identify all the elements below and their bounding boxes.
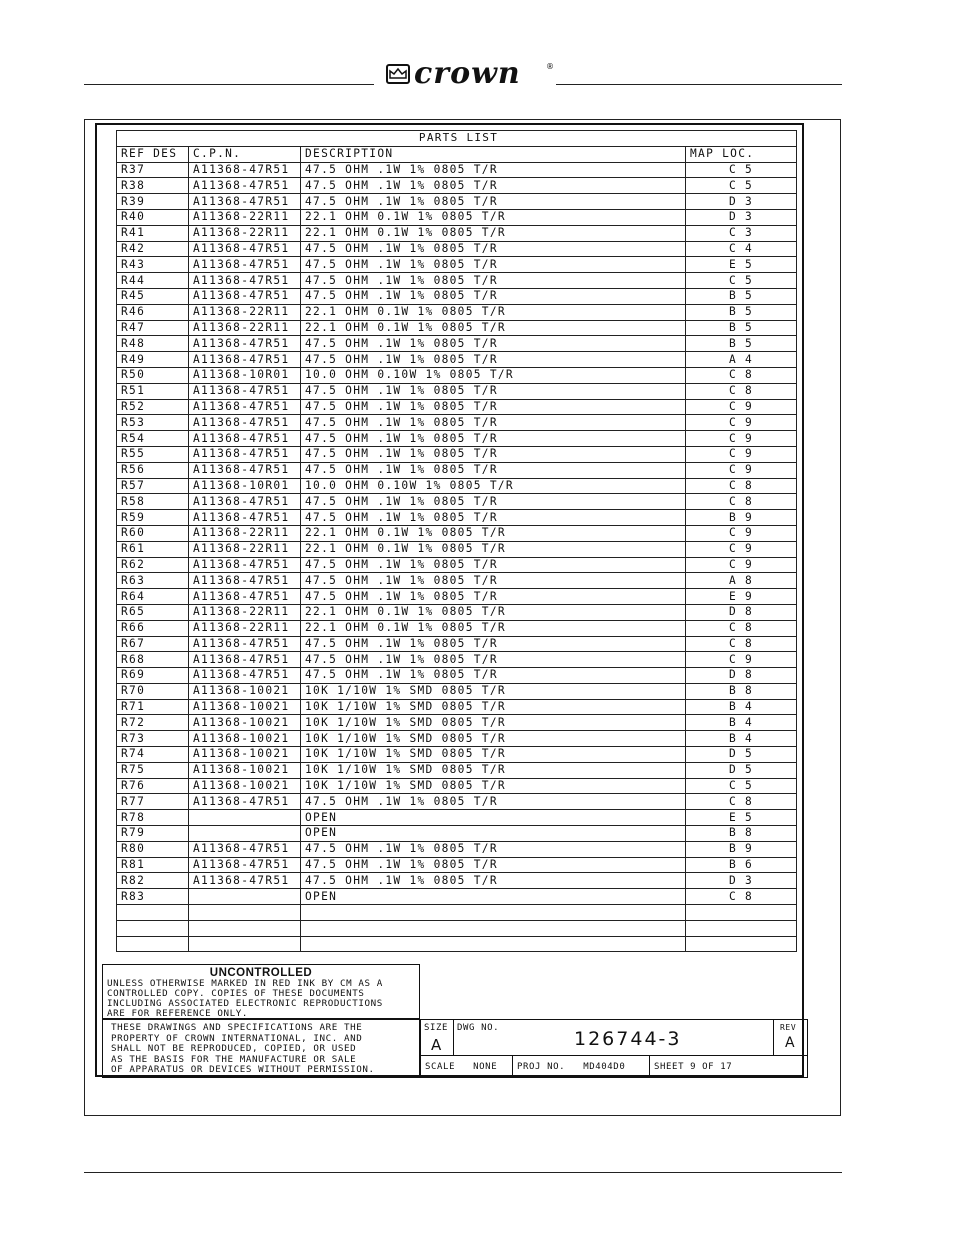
dwg-number: 126744-3	[574, 1028, 682, 1050]
ref-des-cell: R50	[117, 367, 189, 383]
footer-rule	[84, 1172, 842, 1173]
description-cell: 47.5 OHM .1W 1% 0805 T/R	[301, 462, 686, 478]
map-loc-cell: B 5	[686, 320, 797, 336]
ref-des-cell: R75	[117, 762, 189, 778]
table-row	[117, 889, 797, 905]
description-cell: 47.5 OHM .1W 1% 0805 T/R	[301, 241, 686, 257]
description-cell	[301, 905, 686, 921]
table-row	[117, 336, 797, 352]
ref-des-cell: R53	[117, 415, 189, 431]
cpn-cell: A11368-47R51	[189, 510, 301, 526]
cpn-cell: A11368-22R11	[189, 304, 301, 320]
description-cell: 47.5 OHM .1W 1% 0805 T/R	[301, 273, 686, 289]
map-loc-cell	[686, 905, 797, 921]
map-loc-cell: C 9	[686, 541, 797, 557]
cpn-cell: A11368-47R51	[189, 557, 301, 573]
description-cell: 22.1 OHM 0.1W 1% 0805 T/R	[301, 541, 686, 557]
ref-des-cell: R46	[117, 304, 189, 320]
ref-des-cell: R74	[117, 747, 189, 763]
ref-des-cell: R66	[117, 620, 189, 636]
map-loc-cell: B 4	[686, 731, 797, 747]
cpn-cell: A11368-47R51	[189, 652, 301, 668]
crown-logo	[384, 56, 556, 91]
map-loc-cell: B 9	[686, 510, 797, 526]
table-row	[117, 936, 797, 952]
description-cell: 10.0 OHM 0.10W 1% 0805 T/R	[301, 367, 686, 383]
map-loc-cell: D 3	[686, 194, 797, 210]
cpn-cell: A11368-10R01	[189, 478, 301, 494]
description-cell: 22.1 OHM 0.1W 1% 0805 T/R	[301, 604, 686, 620]
table-row	[117, 589, 797, 605]
description-cell: 47.5 OHM .1W 1% 0805 T/R	[301, 873, 686, 889]
map-loc-cell: E 5	[686, 810, 797, 826]
table-row	[117, 383, 797, 399]
table-row	[117, 841, 797, 857]
map-loc-cell: C 4	[686, 241, 797, 257]
ref-des-cell: R40	[117, 209, 189, 225]
ref-des-cell: R81	[117, 857, 189, 873]
table-row	[117, 715, 797, 731]
ref-des-cell: R78	[117, 810, 189, 826]
map-loc-cell: C 8	[686, 794, 797, 810]
table-row	[117, 446, 797, 462]
dwg-cell	[454, 1020, 774, 1056]
ref-des-cell: R60	[117, 525, 189, 541]
description-cell: 22.1 OHM 0.1W 1% 0805 T/R	[301, 620, 686, 636]
map-loc-cell: A 4	[686, 352, 797, 368]
ref-des-cell: R61	[117, 541, 189, 557]
table-row	[117, 478, 797, 494]
cpn-cell	[189, 920, 301, 936]
table-row	[117, 415, 797, 431]
cpn-cell: A11368-10021	[189, 762, 301, 778]
table-row	[117, 683, 797, 699]
description-cell: 22.1 OHM 0.1W 1% 0805 T/R	[301, 225, 686, 241]
table-row	[117, 604, 797, 620]
table-row	[117, 399, 797, 415]
cpn-cell: A11368-22R11	[189, 620, 301, 636]
cpn-cell: A11368-47R51	[189, 241, 301, 257]
cpn-cell: A11368-47R51	[189, 288, 301, 304]
map-loc-cell: C 9	[686, 557, 797, 573]
description-cell: 22.1 OHM 0.1W 1% 0805 T/R	[301, 304, 686, 320]
ref-des-cell: R63	[117, 573, 189, 589]
map-loc-cell: B 5	[686, 336, 797, 352]
ref-des-cell: R48	[117, 336, 189, 352]
cpn-cell: A11368-47R51	[189, 589, 301, 605]
description-cell: 47.5 OHM .1W 1% 0805 T/R	[301, 668, 686, 684]
cpn-cell	[189, 810, 301, 826]
map-loc-cell: D 8	[686, 668, 797, 684]
uncontrolled-line: INCLUDING ASSOCIATED ELECTRONIC REPRODUCTIONS	[107, 998, 383, 1009]
table-row	[117, 668, 797, 684]
table-row	[117, 162, 797, 178]
dwg-label: DWG NO.	[457, 1023, 500, 1033]
description-cell: OPEN	[301, 810, 686, 826]
map-loc-cell: C 5	[686, 273, 797, 289]
uncontrolled-heading: UNCONTROLLED	[209, 967, 313, 979]
table-row	[117, 510, 797, 526]
description-cell: 10K 1/10W 1% SMD 0805 T/R	[301, 731, 686, 747]
ref-des-cell: R79	[117, 826, 189, 842]
map-loc-cell: B 8	[686, 826, 797, 842]
description-cell: 10K 1/10W 1% SMD 0805 T/R	[301, 715, 686, 731]
map-loc-cell: D 5	[686, 762, 797, 778]
proj-text: PROJ NO. MD404D0	[517, 1062, 626, 1072]
description-cell: 47.5 OHM .1W 1% 0805 T/R	[301, 794, 686, 810]
map-loc-cell: B 8	[686, 683, 797, 699]
brand-name: crown	[414, 56, 521, 91]
description-cell: 47.5 OHM .1W 1% 0805 T/R	[301, 383, 686, 399]
uncontrolled-line: CONTROLLED COPY. COPIES OF THESE DOCUMENTS	[107, 988, 365, 999]
cpn-cell: A11368-47R51	[189, 162, 301, 178]
description-cell: 47.5 OHM .1W 1% 0805 T/R	[301, 589, 686, 605]
cpn-cell: A11368-22R11	[189, 209, 301, 225]
table-row	[117, 273, 797, 289]
size-label: SIZE	[424, 1023, 449, 1033]
rev-label: REV	[780, 1023, 797, 1032]
map-loc-cell: B 4	[686, 699, 797, 715]
map-loc-cell: B 5	[686, 288, 797, 304]
map-loc-cell: C 8	[686, 889, 797, 905]
cpn-cell: A11368-47R51	[189, 446, 301, 462]
table-row	[117, 241, 797, 257]
cpn-cell: A11368-47R51	[189, 462, 301, 478]
column-header-cpn: C.P.N.	[189, 146, 301, 162]
description-cell	[301, 920, 686, 936]
cpn-cell: A11368-22R11	[189, 225, 301, 241]
header-rule-left	[84, 84, 374, 85]
cpn-cell: A11368-47R51	[189, 383, 301, 399]
table-row	[117, 905, 797, 921]
description-cell: OPEN	[301, 826, 686, 842]
ref-des-cell: R58	[117, 494, 189, 510]
map-loc-cell: D 3	[686, 873, 797, 889]
ref-des-cell: R37	[117, 162, 189, 178]
ref-des-cell: R44	[117, 273, 189, 289]
description-cell: 22.1 OHM 0.1W 1% 0805 T/R	[301, 525, 686, 541]
table-row	[117, 431, 797, 447]
ref-des-cell: R73	[117, 731, 189, 747]
description-cell: 10.0 OHM 0.10W 1% 0805 T/R	[301, 478, 686, 494]
description-cell: 47.5 OHM .1W 1% 0805 T/R	[301, 857, 686, 873]
map-loc-cell: C 9	[686, 525, 797, 541]
cpn-cell: A11368-10021	[189, 715, 301, 731]
cpn-cell: A11368-10021	[189, 778, 301, 794]
cpn-cell: A11368-47R51	[189, 573, 301, 589]
ref-des-cell: R64	[117, 589, 189, 605]
table-row	[117, 352, 797, 368]
map-loc-cell: C 3	[686, 225, 797, 241]
description-cell: 10K 1/10W 1% SMD 0805 T/R	[301, 747, 686, 763]
map-loc-cell: C 9	[686, 446, 797, 462]
description-cell: 47.5 OHM .1W 1% 0805 T/R	[301, 257, 686, 273]
property-line: THESE DRAWINGS AND SPECIFICATIONS ARE THE	[111, 1022, 363, 1033]
table-row	[117, 826, 797, 842]
map-loc-cell: C 8	[686, 620, 797, 636]
table-row	[117, 762, 797, 778]
description-cell: 47.5 OHM .1W 1% 0805 T/R	[301, 352, 686, 368]
cpn-cell: A11368-10021	[189, 699, 301, 715]
uncontrolled-notice	[102, 964, 420, 1019]
description-cell: 10K 1/10W 1% SMD 0805 T/R	[301, 683, 686, 699]
ref-des-cell: R71	[117, 699, 189, 715]
cpn-cell: A11368-47R51	[189, 636, 301, 652]
registered-mark: ®	[546, 62, 554, 71]
table-row	[117, 620, 797, 636]
header-rule-right	[556, 84, 842, 85]
size-cell	[421, 1020, 454, 1056]
ref-des-cell: R80	[117, 841, 189, 857]
proj-cell	[513, 1056, 650, 1077]
cpn-cell: A11368-47R51	[189, 194, 301, 210]
description-cell: 47.5 OHM .1W 1% 0805 T/R	[301, 652, 686, 668]
cpn-cell	[189, 936, 301, 952]
ref-des-cell: R65	[117, 604, 189, 620]
description-cell: 47.5 OHM .1W 1% 0805 T/R	[301, 510, 686, 526]
rev-value: A	[785, 1035, 796, 1051]
ref-des-cell: R51	[117, 383, 189, 399]
crown-icon	[386, 64, 410, 84]
table-row	[117, 747, 797, 763]
description-cell: 47.5 OHM .1W 1% 0805 T/R	[301, 415, 686, 431]
map-loc-cell: C 8	[686, 383, 797, 399]
table-row	[117, 494, 797, 510]
map-loc-cell: D 8	[686, 604, 797, 620]
parts-list-table	[116, 130, 797, 952]
cpn-cell: A11368-22R11	[189, 604, 301, 620]
cpn-cell: A11368-22R11	[189, 320, 301, 336]
ref-des-cell	[117, 936, 189, 952]
ref-des-cell: R55	[117, 446, 189, 462]
map-loc-cell: B 5	[686, 304, 797, 320]
uncontrolled-line: UNLESS OTHERWISE MARKED IN RED INK BY CM AS A	[107, 978, 383, 989]
description-cell: 22.1 OHM 0.1W 1% 0805 T/R	[301, 320, 686, 336]
ref-des-cell: R49	[117, 352, 189, 368]
ref-des-cell: R72	[117, 715, 189, 731]
property-line: SHALL NOT BE REPRODUCED, COPIED, OR USED	[111, 1043, 357, 1055]
map-loc-cell: C 8	[686, 367, 797, 383]
table-row	[117, 652, 797, 668]
ref-des-cell: R54	[117, 431, 189, 447]
description-cell: 47.5 OHM .1W 1% 0805 T/R	[301, 431, 686, 447]
scale-cell	[421, 1056, 513, 1077]
cpn-cell: A11368-10021	[189, 683, 301, 699]
cpn-cell	[189, 905, 301, 921]
cpn-cell: A11368-47R51	[189, 668, 301, 684]
table-row	[117, 778, 797, 794]
description-cell: 47.5 OHM .1W 1% 0805 T/R	[301, 399, 686, 415]
cpn-cell: A11368-47R51	[189, 857, 301, 873]
table-row	[117, 810, 797, 826]
description-cell: OPEN	[301, 889, 686, 905]
cpn-cell: A11368-47R51	[189, 494, 301, 510]
table-row	[117, 794, 797, 810]
uncontrolled-line: ARE FOR REFERENCE ONLY.	[107, 1008, 249, 1019]
ref-des-cell: R67	[117, 636, 189, 652]
column-header-ref-des: REF DES	[117, 146, 189, 162]
map-loc-cell: C 8	[686, 478, 797, 494]
ref-des-cell: R39	[117, 194, 189, 210]
cpn-cell	[189, 826, 301, 842]
table-row	[117, 573, 797, 589]
map-loc-cell: D 5	[686, 747, 797, 763]
map-loc-cell: C 5	[686, 178, 797, 194]
ref-des-cell: R70	[117, 683, 189, 699]
table-row	[117, 194, 797, 210]
description-cell	[301, 936, 686, 952]
cpn-cell: A11368-10021	[189, 747, 301, 763]
ref-des-cell: R62	[117, 557, 189, 573]
description-cell: 47.5 OHM .1W 1% 0805 T/R	[301, 841, 686, 857]
ref-des-cell: R57	[117, 478, 189, 494]
ref-des-cell: R59	[117, 510, 189, 526]
cpn-cell: A11368-47R51	[189, 352, 301, 368]
map-loc-cell: E 5	[686, 257, 797, 273]
cpn-cell: A11368-47R51	[189, 257, 301, 273]
table-row	[117, 178, 797, 194]
cpn-cell: A11368-10021	[189, 731, 301, 747]
cpn-cell: A11368-22R11	[189, 525, 301, 541]
map-loc-cell: C 9	[686, 462, 797, 478]
ref-des-cell: R42	[117, 241, 189, 257]
description-cell: 47.5 OHM .1W 1% 0805 T/R	[301, 162, 686, 178]
table-row	[117, 857, 797, 873]
ref-des-cell: R43	[117, 257, 189, 273]
description-cell: 22.1 OHM 0.1W 1% 0805 T/R	[301, 209, 686, 225]
ref-des-cell: R47	[117, 320, 189, 336]
description-cell: 47.5 OHM .1W 1% 0805 T/R	[301, 288, 686, 304]
column-header-map-loc: MAP LOC.	[686, 146, 797, 162]
ref-des-cell: R76	[117, 778, 189, 794]
rev-cell	[774, 1020, 807, 1056]
map-loc-cell: B 4	[686, 715, 797, 731]
table-row	[117, 920, 797, 936]
description-cell: 47.5 OHM .1W 1% 0805 T/R	[301, 178, 686, 194]
cpn-cell: A11368-47R51	[189, 841, 301, 857]
cpn-cell: A11368-47R51	[189, 178, 301, 194]
ref-des-cell: R41	[117, 225, 189, 241]
table-row	[117, 304, 797, 320]
cpn-cell: A11368-47R51	[189, 336, 301, 352]
ref-des-cell	[117, 905, 189, 921]
description-cell: 47.5 OHM .1W 1% 0805 T/R	[301, 636, 686, 652]
map-loc-cell: D 3	[686, 209, 797, 225]
ref-des-cell: R56	[117, 462, 189, 478]
table-row	[117, 320, 797, 336]
table-row	[117, 557, 797, 573]
cpn-cell: A11368-47R51	[189, 415, 301, 431]
description-cell: 47.5 OHM .1W 1% 0805 T/R	[301, 557, 686, 573]
description-cell: 47.5 OHM .1W 1% 0805 T/R	[301, 494, 686, 510]
map-loc-cell: C 9	[686, 415, 797, 431]
ref-des-cell: R52	[117, 399, 189, 415]
cpn-cell: A11368-10R01	[189, 367, 301, 383]
table-row	[117, 367, 797, 383]
map-loc-cell	[686, 920, 797, 936]
map-loc-cell	[686, 936, 797, 952]
cpn-cell	[189, 889, 301, 905]
scale-text: SCALE NONE	[425, 1062, 498, 1072]
property-line: PROPERTY OF CROWN INTERNATIONAL, INC. AND	[111, 1032, 363, 1044]
map-loc-cell: C 5	[686, 162, 797, 178]
table-row	[117, 225, 797, 241]
property-line: OF APPARATUS OR DEVICES WITHOUT PERMISSION.	[111, 1064, 375, 1076]
cpn-cell: A11368-47R51	[189, 794, 301, 810]
ref-des-cell: R82	[117, 873, 189, 889]
map-loc-cell: C 8	[686, 494, 797, 510]
map-loc-cell: E 9	[686, 589, 797, 605]
ref-des-cell: R38	[117, 178, 189, 194]
table-row	[117, 699, 797, 715]
property-notice	[102, 1019, 420, 1078]
table-row	[117, 257, 797, 273]
description-cell: 47.5 OHM .1W 1% 0805 T/R	[301, 194, 686, 210]
table-row	[117, 731, 797, 747]
table-row	[117, 541, 797, 557]
ref-des-cell: R77	[117, 794, 189, 810]
table-row	[117, 288, 797, 304]
table-row	[117, 462, 797, 478]
cpn-cell: A11368-47R51	[189, 873, 301, 889]
parts-list-body	[117, 162, 797, 952]
table-row	[117, 636, 797, 652]
cpn-cell: A11368-47R51	[189, 273, 301, 289]
description-cell: 47.5 OHM .1W 1% 0805 T/R	[301, 573, 686, 589]
cpn-cell: A11368-47R51	[189, 431, 301, 447]
description-cell: 47.5 OHM .1W 1% 0805 T/R	[301, 336, 686, 352]
map-loc-cell: C 9	[686, 431, 797, 447]
ref-des-cell	[117, 920, 189, 936]
map-loc-cell: B 9	[686, 841, 797, 857]
map-loc-cell: C 9	[686, 399, 797, 415]
description-cell: 10K 1/10W 1% SMD 0805 T/R	[301, 762, 686, 778]
map-loc-cell: C 5	[686, 778, 797, 794]
description-cell: 10K 1/10W 1% SMD 0805 T/R	[301, 699, 686, 715]
ref-des-cell: R45	[117, 288, 189, 304]
cpn-cell: A11368-22R11	[189, 541, 301, 557]
ref-des-cell: R83	[117, 889, 189, 905]
sheet-cell	[650, 1056, 807, 1077]
size-value: A	[431, 1036, 442, 1054]
column-header-description: DESCRIPTION	[301, 146, 686, 162]
map-loc-cell: A 8	[686, 573, 797, 589]
cpn-cell: A11368-47R51	[189, 399, 301, 415]
table-row	[117, 209, 797, 225]
table-row	[117, 525, 797, 541]
sheet-text: SHEET 9 OF 17	[654, 1062, 733, 1072]
map-loc-cell: B 6	[686, 857, 797, 873]
map-loc-cell: C 9	[686, 652, 797, 668]
description-cell: 47.5 OHM .1W 1% 0805 T/R	[301, 446, 686, 462]
description-cell: 10K 1/10W 1% SMD 0805 T/R	[301, 778, 686, 794]
property-line: AS THE BASIS FOR THE MANUFACTURE OR SALE	[111, 1053, 357, 1065]
map-loc-cell: C 8	[686, 636, 797, 652]
ref-des-cell: R68	[117, 652, 189, 668]
ref-des-cell: R69	[117, 668, 189, 684]
title-block	[420, 1019, 808, 1078]
parts-list-title: PARTS LIST	[117, 131, 797, 147]
table-row	[117, 873, 797, 889]
